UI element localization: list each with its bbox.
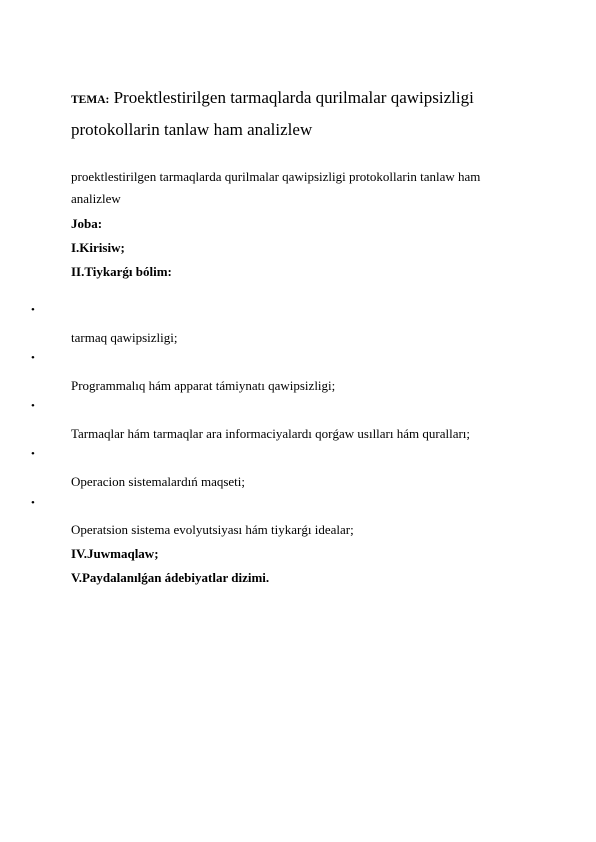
section-references: V.Paydalanılǵan ádebiyatlar dizimi. [71,570,270,585]
list-item-1: tarmaq qawipsizligi; [71,330,178,345]
title-line-2: protokollarin tanlaw ham analizlew [71,120,313,139]
bullet-marker-5: • [31,497,35,509]
list-item-5: Operatsion sistema evolyutsiyası hám tiykarǵı idealar; [71,522,354,537]
title-line-1 [71,83,531,115]
bullet-marker-2: • [31,352,35,364]
title-text-1: Proektlestirilgen tarmaqlarda qurilmalar qawipsizligi [113,88,474,107]
bullet-marker-4: • [31,448,35,460]
section-intro: I.Kirisiw; [71,240,125,255]
section-conclusion: IV.Juwmaqlaw; [71,546,159,561]
bullet-marker-3: • [31,400,35,412]
list-item-4: Operacion sistemalardıń maqseti; [71,474,246,489]
section-main: II.Tiykarǵı bólim: [71,264,172,279]
intro-line-1: proektlestirilgen tarmaqlarda qurilmalar qawipsizligi protokollarin tanlaw ham [71,169,481,184]
bullet-marker-1: • [31,304,35,316]
plan-heading: Joba: [71,216,103,231]
tema-label: TEMA: [71,94,110,106]
list-item-3: Tarmaqlar hám tarmaqlar ara informaciyalardı qorǵaw usılları hám quralları; [71,426,471,441]
intro-line-2: analizlew [71,191,121,206]
list-item-2: Programmalıq hám apparat támiynatı qawipsizligi; [71,378,336,393]
topic-title [71,83,531,145]
